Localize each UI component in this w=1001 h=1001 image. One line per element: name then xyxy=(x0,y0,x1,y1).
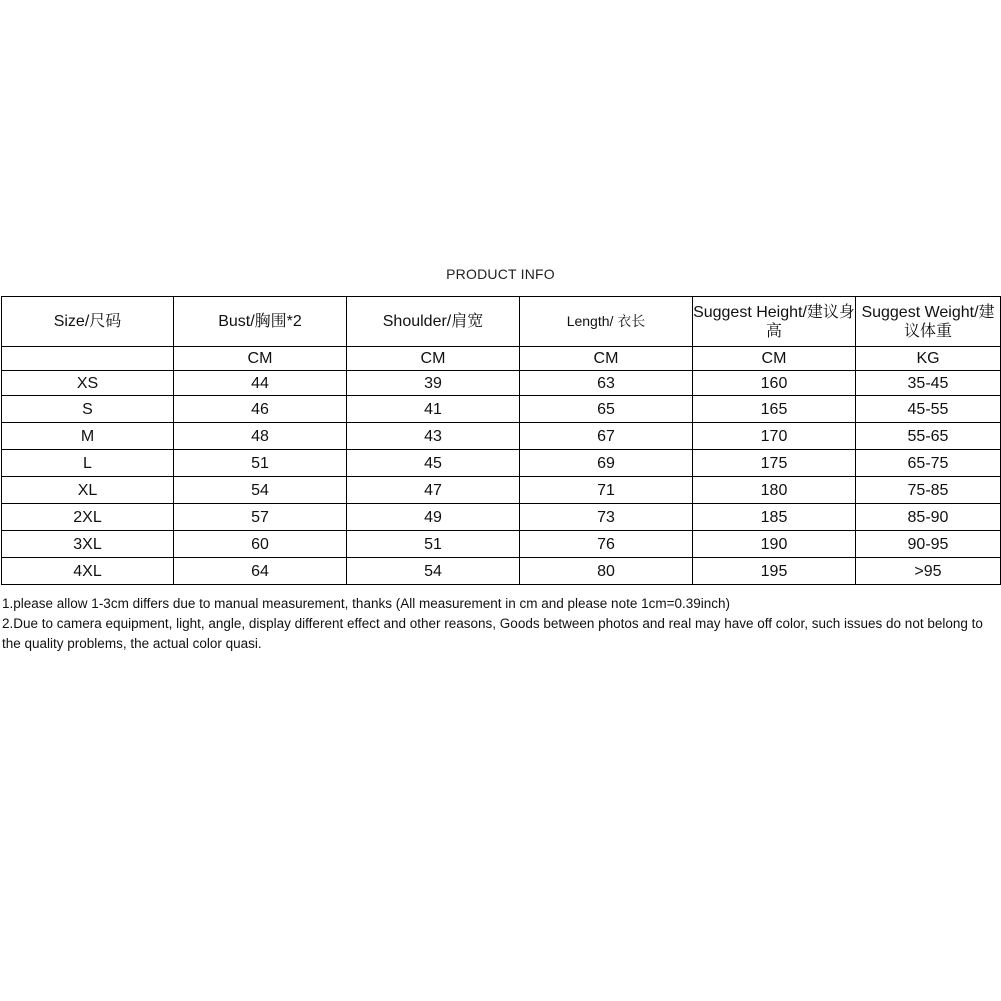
table-cell: 46 xyxy=(174,396,347,423)
table-cell: 65-75 xyxy=(856,450,1001,477)
table-cell: 71 xyxy=(520,477,693,504)
table-cell: M xyxy=(2,423,174,450)
table-cell: 49 xyxy=(347,504,520,531)
table-row xyxy=(2,450,1001,477)
table-cell: 43 xyxy=(347,423,520,450)
table-row xyxy=(2,558,1001,585)
table-cell: 160 xyxy=(693,371,856,396)
table-cell: 175 xyxy=(693,450,856,477)
table-cell: 73 xyxy=(520,504,693,531)
note-color: 2.Due to camera equipment, light, angle, display different effect and other reasons, Goods between photos and real may have off color, such issues do not belong to the quality problems, the actual color quasi. xyxy=(2,616,983,651)
table-cell: S xyxy=(2,396,174,423)
table-row xyxy=(2,396,1001,423)
table-row xyxy=(2,371,1001,396)
table-row xyxy=(2,477,1001,504)
table-cell: 63 xyxy=(520,371,693,396)
table-row xyxy=(2,531,1001,558)
table-row xyxy=(2,423,1001,450)
table-cell: 41 xyxy=(347,396,520,423)
table-cell: 165 xyxy=(693,396,856,423)
note-measurement: 1.please allow 1-3cm differs due to manual measurement, thanks (All measurement in cm and please note 1cm=0.39inch) xyxy=(2,596,731,611)
header-cell-size: Size/尺码 xyxy=(2,297,174,347)
header-cell-shoulder: Shoulder/肩宽 xyxy=(347,297,520,347)
table-cell: 39 xyxy=(347,371,520,396)
table-cell: 48 xyxy=(174,423,347,450)
table-cell: 2XL xyxy=(2,504,174,531)
header-row xyxy=(2,297,1001,347)
table-cell: 44 xyxy=(174,371,347,396)
unit-cell: CM xyxy=(347,347,520,371)
table-cell: 60 xyxy=(174,531,347,558)
unit-cell: CM xyxy=(693,347,856,371)
table-cell: 3XL xyxy=(2,531,174,558)
size-chart-table xyxy=(1,296,1001,585)
table-cell: 75-85 xyxy=(856,477,1001,504)
table-cell: 51 xyxy=(174,450,347,477)
table-cell: 51 xyxy=(347,531,520,558)
table-cell: 55-65 xyxy=(856,423,1001,450)
table-cell: 69 xyxy=(520,450,693,477)
table-cell: 185 xyxy=(693,504,856,531)
unit-row xyxy=(2,347,1001,371)
table-cell: 45 xyxy=(347,450,520,477)
unit-cell xyxy=(2,347,174,371)
table-cell: 54 xyxy=(174,477,347,504)
table-cell: 65 xyxy=(520,396,693,423)
table-cell: 180 xyxy=(693,477,856,504)
table-cell: 170 xyxy=(693,423,856,450)
table-cell: 90-95 xyxy=(856,531,1001,558)
table-row xyxy=(2,504,1001,531)
header-cell-suggest-height: Suggest Height/建议身高 xyxy=(693,297,856,347)
table-cell: >95 xyxy=(856,558,1001,585)
header-cell-suggest-weight: Suggest Weight/建议体重 xyxy=(856,297,1001,347)
table-cell: 85-90 xyxy=(856,504,1001,531)
table-cell: 35-45 xyxy=(856,371,1001,396)
header-cell-length: Length/ 衣长 xyxy=(520,297,693,347)
table-cell: 54 xyxy=(347,558,520,585)
table-cell: 190 xyxy=(693,531,856,558)
table-cell: 64 xyxy=(174,558,347,585)
table-cell: 67 xyxy=(520,423,693,450)
table-cell: 76 xyxy=(520,531,693,558)
table-cell: 4XL xyxy=(2,558,174,585)
table-cell: 45-55 xyxy=(856,396,1001,423)
notes xyxy=(2,594,992,654)
table-cell: L xyxy=(2,450,174,477)
unit-cell: KG xyxy=(856,347,1001,371)
unit-cell: CM xyxy=(174,347,347,371)
table-cell: 80 xyxy=(520,558,693,585)
table-cell: XS xyxy=(2,371,174,396)
table-cell: 57 xyxy=(174,504,347,531)
page-title: PRODUCT INFO xyxy=(446,266,555,282)
table-cell: XL xyxy=(2,477,174,504)
header-cell-bust: Bust/胸围*2 xyxy=(174,297,347,347)
unit-cell: CM xyxy=(520,347,693,371)
table-cell: 47 xyxy=(347,477,520,504)
table-cell: 195 xyxy=(693,558,856,585)
